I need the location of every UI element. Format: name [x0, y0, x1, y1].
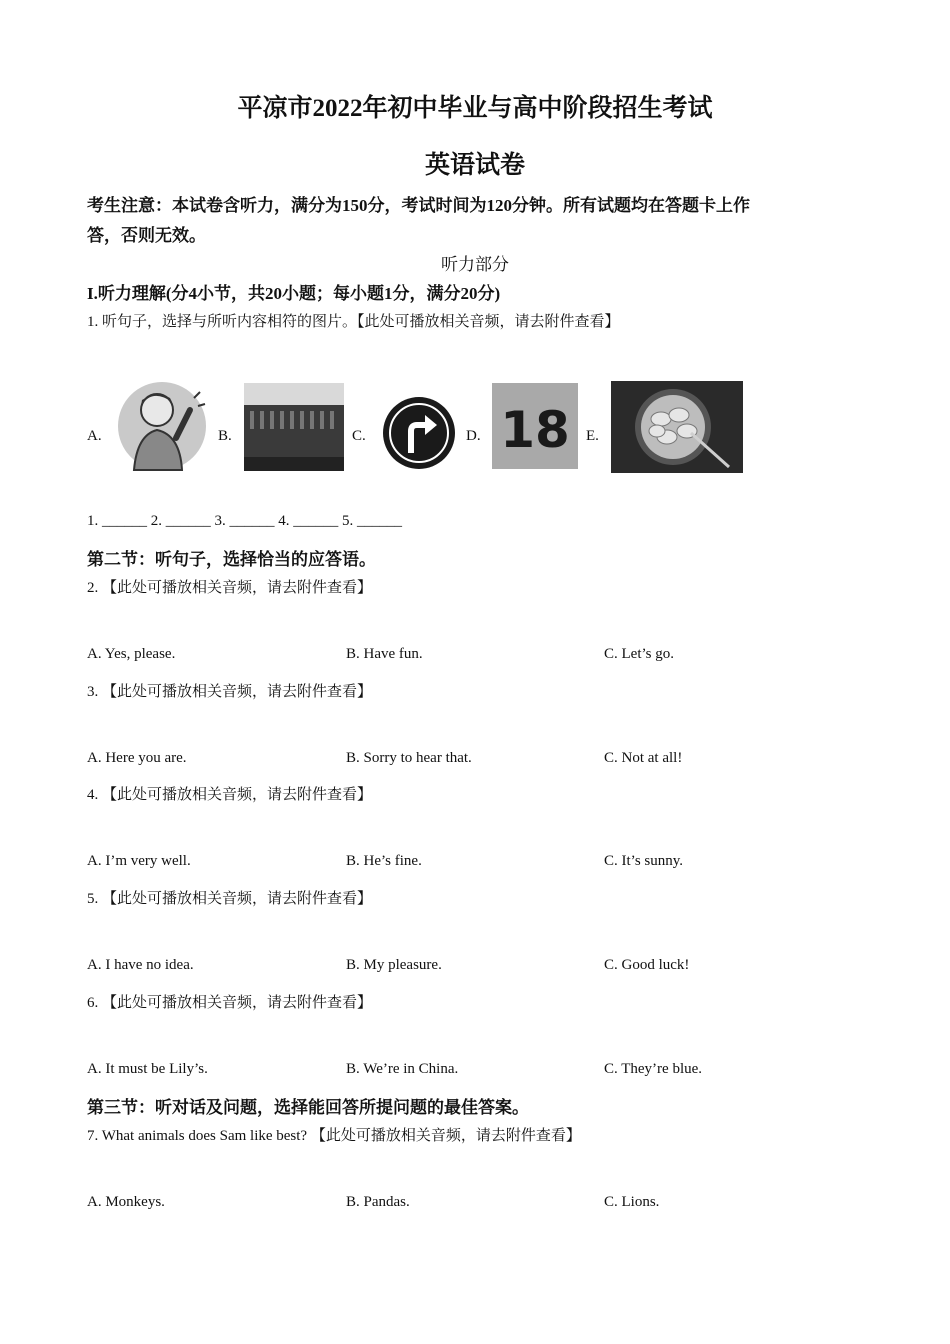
exam-subtitle: 英语试卷: [424, 152, 525, 179]
turn-right-sign-icon: [381, 395, 457, 471]
question-7-option-c: C. Lions.: [604, 1194, 660, 1210]
section1-heading: I.听力理解(分4小节，共20小题；每小题1分，满分20分): [87, 284, 501, 303]
question-5-option-a: A. I have no idea.: [87, 957, 194, 973]
question-3-option-a: A. Here you are.: [87, 750, 187, 766]
notice-line-1: 考生注意：本试卷含听力，满分为150分，考试时间为120分钟。所有试题均在答题卡上作: [87, 196, 750, 215]
question-6-option-a: A. It must be Lily’s.: [87, 1061, 208, 1077]
question-4-option-a: A. I’m very well.: [87, 853, 191, 869]
question-2-option-b: B. Have fun.: [346, 646, 423, 662]
q1-blanks: 1. ______ 2. ______ 3. ______ 4. ______ 5. ______: [87, 513, 402, 529]
part-heading: 听力部分: [441, 255, 509, 274]
section2-heading: 第二节：听句子，选择恰当的应答语。: [87, 550, 376, 569]
picture-e-label: E.: [586, 428, 599, 444]
question-7-prompt: 7. What animals does Sam like best? 【此处可播放相关音频，请去附件查看】: [87, 1128, 581, 1144]
question-6-option-c: C. They’re blue.: [604, 1061, 703, 1077]
question-3-prompt: 3. 【此处可播放相关音频，请去附件查看】: [87, 684, 373, 700]
building-photo: [244, 383, 344, 471]
question-2-option-a: A. Yes, please.: [87, 646, 176, 662]
svg-text:18: 18: [500, 401, 570, 459]
question-7-option-b: B. Pandas.: [346, 1194, 410, 1210]
notice-line-2: 答，否则无效。: [87, 226, 206, 245]
question-4-option-b: B. He’s fine.: [346, 853, 422, 869]
exam-title: 平凉市2022年初中毕业与高中阶段招生考试: [237, 95, 713, 122]
boy-waving-icon: [112, 380, 207, 472]
picture-d-label: D.: [466, 428, 481, 444]
question-2-prompt: 2. 【此处可播放相关音频，请去附件查看】: [87, 580, 373, 596]
question-5-option-c: C. Good luck!: [604, 957, 690, 973]
picture-a-label: A.: [87, 428, 102, 444]
dumplings-photo: [611, 381, 743, 473]
question-2-option-c: C. Let’s go.: [604, 646, 674, 662]
question-6-prompt: 6. 【此处可播放相关音频，请去附件查看】: [87, 995, 373, 1011]
question-7-option-a: A. Monkeys.: [87, 1194, 165, 1210]
question-5-option-b: B. My pleasure.: [346, 957, 442, 973]
question-5-prompt: 5. 【此处可播放相关音频，请去附件查看】: [87, 891, 373, 907]
question-4-prompt: 4. 【此处可播放相关音频，请去附件查看】: [87, 787, 373, 803]
question-3-option-b: B. Sorry to hear that.: [346, 750, 472, 766]
q1-prompt: 1. 听句子，选择与所听内容相符的图片。【此处可播放相关音频，请去附件查看】: [87, 314, 620, 330]
question-3-option-c: C. Not at all!: [604, 750, 683, 766]
question-4-option-c: C. It’s sunny.: [604, 853, 684, 869]
section3-heading: 第三节：听对话及问题，选择能回答所提问题的最佳答案。: [87, 1098, 529, 1117]
picture-b-label: B.: [218, 428, 232, 444]
number-18-icon: [492, 383, 578, 469]
question-6-option-b: B. We’re in China.: [346, 1061, 459, 1077]
picture-c-label: C.: [352, 428, 366, 444]
